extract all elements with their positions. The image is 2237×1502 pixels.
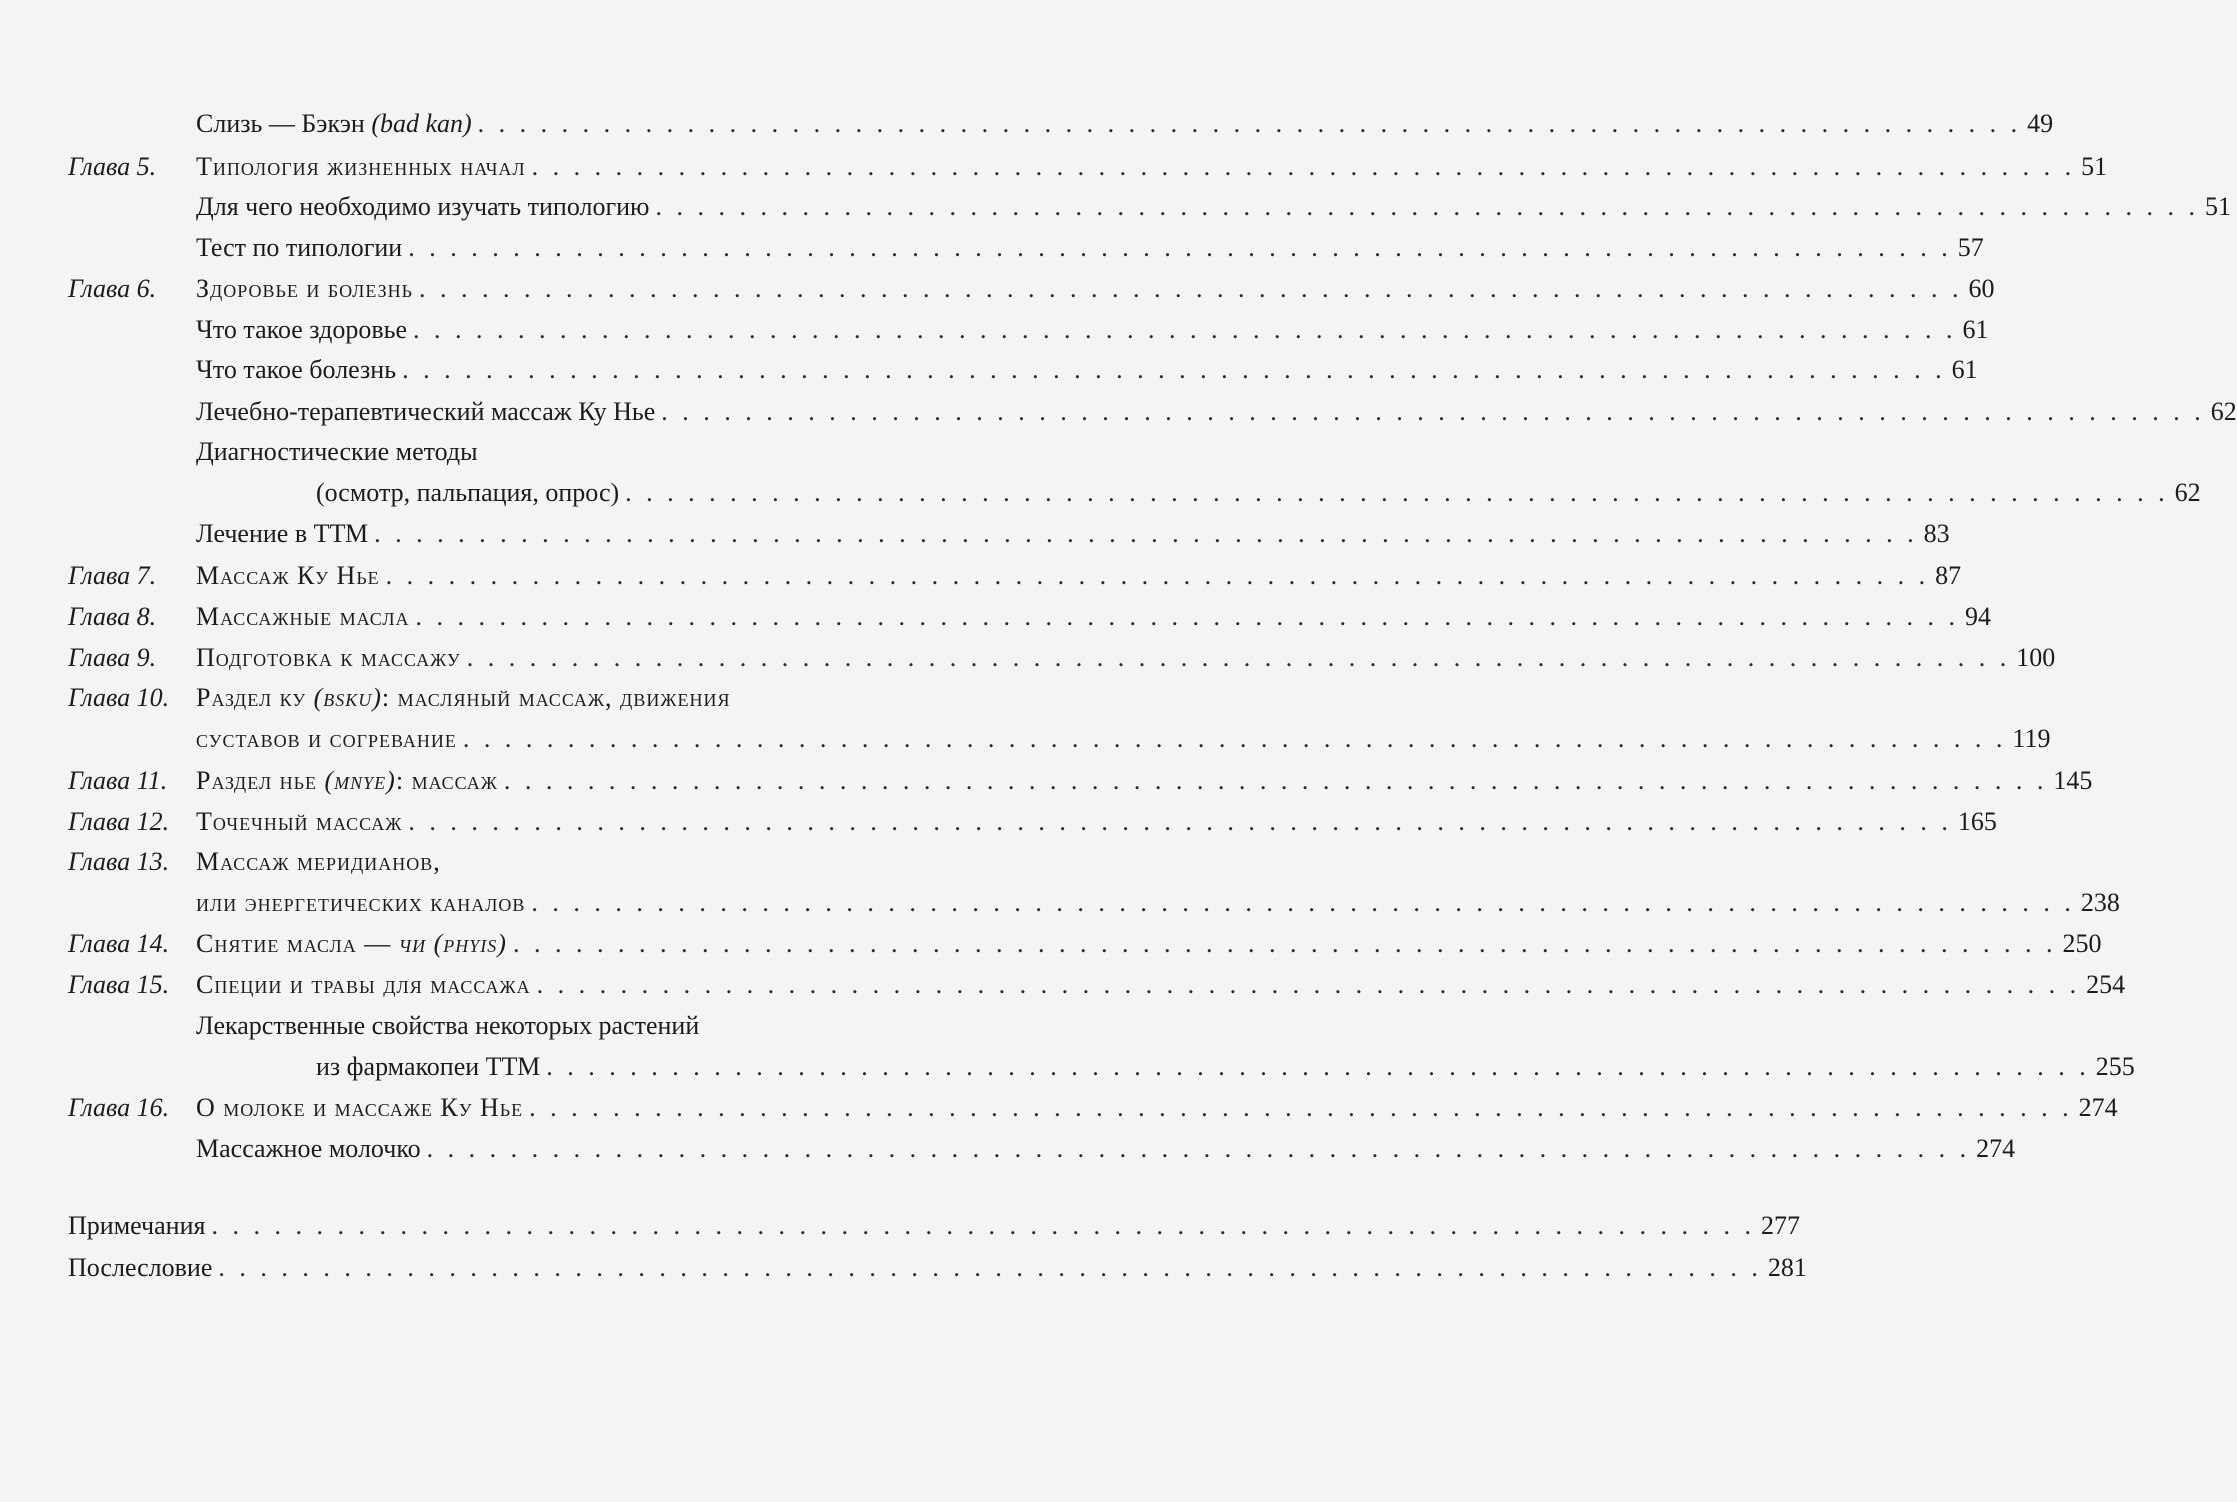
entry-title bbox=[196, 841, 441, 883]
entry-title bbox=[196, 964, 531, 1006]
entry-title bbox=[196, 391, 655, 433]
title-text: Лечение в ТТМ bbox=[196, 519, 369, 548]
toc-row bbox=[0, 841, 948, 883]
toc-entry bbox=[196, 841, 441, 883]
dot-leader: . . . . . . . . . . . . . . . . . . . . . . . . . . . . . . . . . . . . . . . . . . . . . . . . . . . . . . . . . . . . . . . . . . . . . . . . . . bbox=[415, 602, 1960, 631]
entry-title bbox=[196, 1128, 421, 1170]
chapter-label: Глава 16. bbox=[68, 1093, 170, 1122]
dot-leader: . . . . . . . . . . . . . . . . . . . . . . . . . . . . . . . . . . . . . . . . . . . . . . . . . . . . . . . . . . . . . . . . . . . . . . . . . . bbox=[512, 929, 2057, 958]
toc-entry bbox=[196, 760, 2093, 802]
page-number: 87 bbox=[1935, 561, 1962, 590]
dot-leader: . . . . . . . . . . . . . . . . . . . . . . . . . . . . . . . . . . . . . . . . . . . . . . . . . . . . . . . . . . . . . . . . . . . . . . . . . . bbox=[374, 519, 1918, 548]
toc-row bbox=[0, 923, 2102, 965]
page-number: 60 bbox=[1968, 274, 1995, 303]
entry-title bbox=[196, 431, 478, 473]
toc-row bbox=[0, 1205, 1800, 1247]
toc-entry bbox=[196, 186, 2231, 228]
chapter-label: Глава 9. bbox=[68, 643, 157, 672]
toc-row bbox=[0, 1247, 1807, 1289]
toc-entry bbox=[196, 1005, 699, 1047]
title-text: Лекарственные свойства некоторых растений bbox=[196, 1011, 700, 1040]
entry-title bbox=[196, 268, 413, 310]
toc-entry bbox=[196, 349, 1978, 391]
title-text: Что такое болезнь bbox=[196, 355, 397, 384]
title-text: или энергетических каналов bbox=[196, 888, 526, 917]
entry-title bbox=[196, 349, 396, 391]
toc-entry bbox=[196, 555, 1962, 597]
title-part: (bsku) bbox=[313, 683, 382, 712]
dot-leader: . . . . . . . . . . . . . . . . . . . . . . . . . . . . . . . . . . . . . . . . . . . . . . . . . . . . . . . . . . . . . . . . . . . . . . . . . . bbox=[466, 643, 2011, 672]
entry-title bbox=[196, 146, 526, 188]
toc-row bbox=[0, 349, 1978, 391]
toc-row bbox=[0, 227, 1984, 269]
title-part: чи (phyis) bbox=[398, 929, 507, 958]
entry-title bbox=[196, 555, 380, 597]
page-number: 250 bbox=[2062, 929, 2102, 958]
title-text: Тест по типологии bbox=[196, 233, 403, 262]
toc-row bbox=[0, 431, 948, 473]
page-number: 165 bbox=[1957, 807, 1997, 836]
entry-title bbox=[196, 309, 407, 351]
chapter-label: Глава 12. bbox=[68, 807, 170, 836]
entry-title bbox=[196, 186, 649, 228]
page-number: 281 bbox=[1767, 1253, 1807, 1282]
dot-leader: . . . . . . . . . . . . . . . . . . . . . . . . . . . . . . . . . . . . . . . . . . . . . . . . . . . . . . . . . . . . . . . . . . . . . . . . . . bbox=[218, 1253, 1762, 1282]
dot-leader: . . . . . . . . . . . . . . . . . . . . . . . . . . . . . . . . . . . . . . . . . . . . . . . . . . . . . . . . . . . . . . . . . . . . . . . . . . bbox=[418, 274, 1963, 303]
toc-entry bbox=[196, 637, 2056, 679]
toc-entry bbox=[196, 146, 2108, 188]
dot-leader: . . . . . . . . . . . . . . . . . . . . . . . . . . . . . . . . . . . . . . . . . . . . . . . . . . . . . . . . . . . . . . . . . . . . . . . . . . bbox=[536, 970, 2081, 999]
dot-leader: . . . . . . . . . . . . . . . . . . . . . . . . . . . . . . . . . . . . . . . . . . . . . . . . . . . . . . . . . . . . . . . . . . . . . . . . . . bbox=[211, 1211, 1755, 1240]
page-number: 145 bbox=[2053, 766, 2093, 795]
page-number: 49 bbox=[2027, 109, 2054, 138]
title-text: Точечный массаж bbox=[196, 807, 403, 836]
toc-entry bbox=[196, 391, 2237, 433]
title-text: Массажное молочко bbox=[196, 1134, 421, 1163]
entry-title bbox=[196, 677, 730, 719]
toc-entry bbox=[196, 677, 730, 719]
toc-row bbox=[0, 1046, 2135, 1088]
dot-leader: . . . . . . . . . . . . . . . . . . . . . . . . . . . . . . . . . . . . . . . . . . . . . . . . . . . . . . . . . . . . . . . . . . . . . . . . . . bbox=[408, 233, 1952, 262]
dot-leader: . . . . . . . . . . . . . . . . . . . . . . . . . . . . . . . . . . . . . . . . . . . . . . . . . . . . . . . . . . . . . . . . . . . . . . . . . . bbox=[477, 109, 2022, 138]
title-text: (осмотр, пальпация, опрос) bbox=[316, 478, 620, 507]
toc-row bbox=[0, 718, 2051, 760]
entry-title bbox=[196, 103, 472, 145]
toc-row bbox=[0, 882, 2120, 924]
toc-entry bbox=[316, 472, 2201, 514]
title-text: Массажные масла bbox=[196, 602, 410, 631]
toc-row bbox=[0, 391, 2237, 433]
title-part: : массаж bbox=[395, 766, 498, 795]
page-number: 119 bbox=[2012, 724, 2051, 753]
dot-leader: . . . . . . . . . . . . . . . . . . . . . . . . . . . . . . . . . . . . . . . . . . . . . . . . . . . . . . . . . . . . . . . . . . . . . . . . . . bbox=[529, 1093, 2073, 1122]
toc-entry bbox=[196, 431, 478, 473]
title-part: Раздел ку bbox=[196, 683, 314, 712]
title-part: Снятие масла — bbox=[196, 929, 399, 958]
dot-leader: . . . . . . . . . . . . . . . . . . . . . . . . . . . . . . . . . . . . . . . . . . . . . . . . . . . . . . . . . . . . . . . . . . . . . . . . . . bbox=[625, 478, 2169, 507]
entry-title bbox=[196, 760, 498, 802]
chapter-label: Глава 13. bbox=[68, 847, 170, 876]
toc-row bbox=[0, 146, 2108, 188]
title-text: суставов и согревание bbox=[196, 724, 457, 753]
toc-row bbox=[0, 555, 1962, 597]
page-number: 100 bbox=[2016, 643, 2056, 672]
page-number: 62 bbox=[2210, 397, 2237, 426]
toc-entry bbox=[316, 1046, 2135, 1088]
page-number: 51 bbox=[2204, 192, 2231, 221]
title-text: Что такое здоровье bbox=[196, 315, 408, 344]
title-text: О молоке и массаже Ку Нье bbox=[196, 1093, 524, 1122]
toc-entry bbox=[196, 268, 1995, 310]
dot-leader: . . . . . . . . . . . . . . . . . . . . . . . . . . . . . . . . . . . . . . . . . . . . . . . . . . . . . . . . . . . . . . . . . . . . . . . . . . bbox=[531, 888, 2075, 917]
dot-leader: . . . . . . . . . . . . . . . . . . . . . . . . . . . . . . . . . . . . . . . . . . . . . . . . . . . . . . . . . . . . . . . . . . . . . . . . . . bbox=[426, 1134, 1971, 1163]
chapter-label: Глава 15. bbox=[68, 970, 170, 999]
page-number: 254 bbox=[2086, 970, 2126, 999]
title-italic: (bad kan) bbox=[371, 109, 472, 138]
dot-leader: . . . . . . . . . . . . . . . . . . . . . . . . . . . . . . . . . . . . . . . . . . . . . . . . . . . . . . . . . . . . . . . . . . . . . . . . . . bbox=[402, 355, 1946, 384]
entry-title bbox=[196, 1087, 523, 1129]
title-text: Подготовка к массажу bbox=[196, 643, 461, 672]
entry-title bbox=[196, 227, 402, 269]
title-text: Здоровье и болезнь bbox=[196, 274, 413, 303]
dot-leader: . . . . . . . . . . . . . . . . . . . . . . . . . . . . . . . . . . . . . . . . . . . . . . . . . . . . . . . . . . . . . . . . . . . . . . . . . . bbox=[413, 315, 1957, 344]
page-number: 51 bbox=[2081, 152, 2108, 181]
title-part: (mnye) bbox=[324, 766, 396, 795]
back-matter-entry bbox=[68, 1205, 1800, 1247]
entry-title bbox=[196, 801, 402, 843]
title-text: Типология жизненных начал bbox=[196, 152, 526, 181]
entry-title bbox=[196, 923, 507, 965]
toc-row bbox=[0, 964, 2126, 1006]
toc-row bbox=[0, 309, 1989, 351]
toc-row bbox=[0, 637, 2056, 679]
chapter-label: Глава 8. bbox=[68, 602, 157, 631]
dot-leader: . . . . . . . . . . . . . . . . . . . . . . . . . . . . . . . . . . . . . . . . . . . . . . . . . . . . . . . . . . . . . . . . . . . . . . . . . . bbox=[546, 1052, 2090, 1081]
dot-leader: . . . . . . . . . . . . . . . . . . . . . . . . . . . . . . . . . . . . . . . . . . . . . . . . . . . . . . . . . . . . . . . . . . . . . . . . . . bbox=[661, 397, 2205, 426]
dot-leader: . . . . . . . . . . . . . . . . . . . . . . . . . . . . . . . . . . . . . . . . . . . . . . . . . . . . . . . . . . . . . . . . . . . . . . . . . . bbox=[503, 766, 2048, 795]
toc-row bbox=[0, 268, 1995, 310]
toc-entry bbox=[196, 227, 1984, 269]
back-matter-entry bbox=[68, 1247, 1807, 1289]
entry-title bbox=[196, 718, 457, 760]
chapter-label: Глава 11. bbox=[68, 766, 168, 795]
dot-leader: . . . . . . . . . . . . . . . . . . . . . . . . . . . . . . . . . . . . . . . . . . . . . . . . . . . . . . . . . . . . . . . . . . . . . . . . . . bbox=[385, 561, 1930, 590]
toc-row bbox=[0, 760, 2093, 802]
page-number: 238 bbox=[2080, 888, 2120, 917]
chapter-label: Глава 5. bbox=[68, 152, 157, 181]
toc-entry bbox=[196, 103, 2054, 145]
chapter-label: Глава 7. bbox=[68, 561, 157, 590]
title-text: Слизь — Бэкэн bbox=[196, 109, 372, 138]
toc-row bbox=[0, 1087, 2118, 1129]
chapter-label: Глава 10. bbox=[68, 683, 170, 712]
entry-title: Послесловие bbox=[68, 1253, 213, 1282]
page-number: 94 bbox=[1965, 602, 1992, 631]
title-text: Диагностические методы bbox=[196, 437, 478, 466]
page-number: 274 bbox=[2078, 1093, 2118, 1122]
title-text: из фармакопеи ТТМ bbox=[316, 1052, 541, 1081]
entry-title bbox=[316, 472, 619, 514]
title-part: Раздел нье bbox=[196, 766, 325, 795]
chapter-label: Глава 14. bbox=[68, 929, 170, 958]
entry-title bbox=[316, 1046, 540, 1088]
dot-leader: . . . . . . . . . . . . . . . . . . . . . . . . . . . . . . . . . . . . . . . . . . . . . . . . . . . . . . . . . . . . . . . . . . . . . . . . . . bbox=[462, 724, 2007, 753]
page-number: 61 bbox=[1962, 315, 1989, 344]
dot-leader: . . . . . . . . . . . . . . . . . . . . . . . . . . . . . . . . . . . . . . . . . . . . . . . . . . . . . . . . . . . . . . . . . . . . . . . . . . bbox=[655, 192, 2199, 221]
toc-entry bbox=[196, 596, 1992, 638]
toc-entry bbox=[196, 1087, 2118, 1129]
chapter-label: Глава 6. bbox=[68, 274, 157, 303]
page-number: 277 bbox=[1760, 1211, 1800, 1240]
toc-entry bbox=[196, 513, 1950, 555]
toc-entry bbox=[196, 882, 2120, 924]
toc-row bbox=[0, 677, 948, 719]
toc-row bbox=[0, 1005, 948, 1047]
page-number: 61 bbox=[1951, 355, 1978, 384]
toc-row bbox=[0, 103, 2054, 145]
entry-title bbox=[196, 637, 461, 679]
toc-entry bbox=[196, 801, 1997, 843]
title-text: Специи и травы для массажа bbox=[196, 970, 531, 999]
entry-title bbox=[196, 596, 410, 638]
entry-title bbox=[196, 882, 525, 924]
page-number: 83 bbox=[1923, 519, 1950, 548]
entry-title: Примечания bbox=[68, 1211, 206, 1240]
entry-title bbox=[196, 1005, 699, 1047]
toc-row bbox=[0, 801, 1997, 843]
title-text: Массаж Ку Нье bbox=[196, 561, 380, 590]
toc-entry bbox=[196, 964, 2126, 1006]
page-number: 274 bbox=[1976, 1134, 2016, 1163]
toc-row bbox=[0, 472, 2201, 514]
page-number: 57 bbox=[1957, 233, 1984, 262]
toc-row bbox=[0, 186, 2231, 228]
toc-row bbox=[0, 513, 1950, 555]
dot-leader: . . . . . . . . . . . . . . . . . . . . . . . . . . . . . . . . . . . . . . . . . . . . . . . . . . . . . . . . . . . . . . . . . . . . . . . . . . bbox=[531, 152, 2076, 181]
toc-entry bbox=[196, 718, 2051, 760]
page-number: 62 bbox=[2174, 478, 2201, 507]
page-number: 255 bbox=[2095, 1052, 2135, 1081]
title-part: : масляный массаж, движения bbox=[381, 683, 731, 712]
dot-leader: . . . . . . . . . . . . . . . . . . . . . . . . . . . . . . . . . . . . . . . . . . . . . . . . . . . . . . . . . . . . . . . . . . . . . . . . . . bbox=[408, 807, 1952, 836]
toc-entry bbox=[196, 1128, 2016, 1170]
toc-entry bbox=[196, 923, 2102, 965]
toc-row bbox=[0, 1128, 2016, 1170]
title-text: Лечебно-терапевтический массаж Ку Нье bbox=[196, 397, 656, 426]
toc-row bbox=[0, 596, 1992, 638]
entry-title bbox=[196, 513, 368, 555]
title-text: Массаж меридианов, bbox=[196, 847, 441, 876]
title-text: Для чего необходимо изучать типологию bbox=[196, 192, 650, 221]
toc-entry bbox=[196, 309, 1989, 351]
